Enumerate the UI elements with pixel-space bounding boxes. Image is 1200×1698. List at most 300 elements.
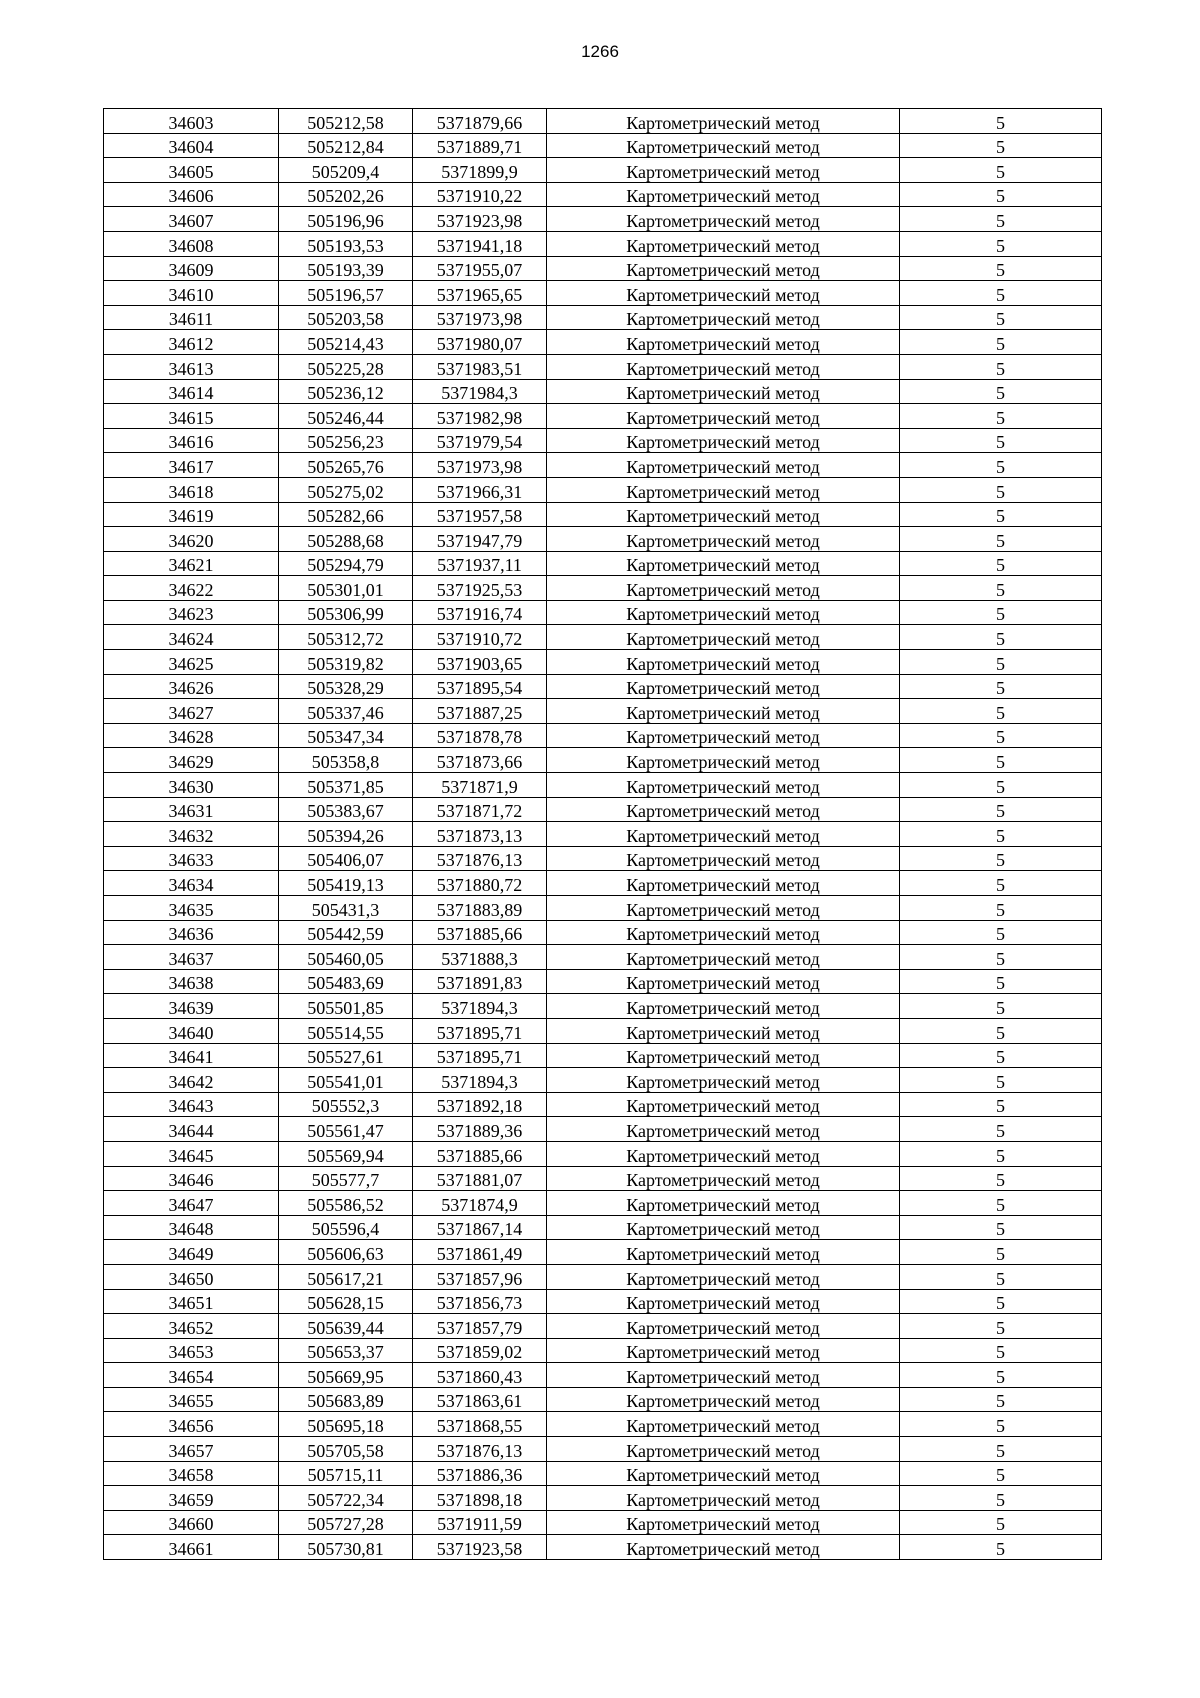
y-coordinate-cell: 5371965,65 — [413, 281, 547, 306]
y-coordinate-cell: 5371889,71 — [413, 133, 547, 158]
x-coordinate-cell: 505212,84 — [279, 133, 413, 158]
y-coordinate-cell: 5371984,3 — [413, 379, 547, 404]
table-row — [104, 723, 1102, 748]
point-number-cell: 34619 — [104, 502, 279, 527]
accuracy-cell: 5 — [900, 1437, 1102, 1462]
method-cell: Картометрический метод — [547, 797, 900, 822]
point-number-cell: 34612 — [104, 330, 279, 355]
table-row — [104, 1240, 1102, 1265]
method-cell: Картометрический метод — [547, 133, 900, 158]
x-coordinate-cell: 505193,53 — [279, 231, 413, 256]
point-number-cell: 34643 — [104, 1092, 279, 1117]
point-number-cell: 34604 — [104, 133, 279, 158]
table-row — [104, 281, 1102, 306]
accuracy-cell: 5 — [900, 969, 1102, 994]
method-cell: Картометрический метод — [547, 1240, 900, 1265]
accuracy-cell: 5 — [900, 207, 1102, 232]
table-row — [104, 231, 1102, 256]
point-number-cell: 34632 — [104, 822, 279, 847]
y-coordinate-cell: 5371903,65 — [413, 650, 547, 675]
y-coordinate-cell: 5371910,72 — [413, 625, 547, 650]
method-cell: Картометрический метод — [547, 305, 900, 330]
point-number-cell: 34640 — [104, 1018, 279, 1043]
table-row — [104, 846, 1102, 871]
method-cell: Картометрический метод — [547, 723, 900, 748]
x-coordinate-cell: 505606,63 — [279, 1240, 413, 1265]
method-cell: Картометрический метод — [547, 896, 900, 921]
accuracy-cell: 5 — [900, 133, 1102, 158]
x-coordinate-cell: 505225,28 — [279, 354, 413, 379]
method-cell: Картометрический метод — [547, 453, 900, 478]
x-coordinate-cell: 505406,07 — [279, 846, 413, 871]
point-number-cell: 34650 — [104, 1264, 279, 1289]
table-row — [104, 1387, 1102, 1412]
method-cell: Картометрический метод — [547, 994, 900, 1019]
y-coordinate-cell: 5371876,13 — [413, 1437, 547, 1462]
point-number-cell: 34610 — [104, 281, 279, 306]
method-cell: Картометрический метод — [547, 551, 900, 576]
point-number-cell: 34621 — [104, 551, 279, 576]
point-number-cell: 34623 — [104, 600, 279, 625]
accuracy-cell: 5 — [900, 1363, 1102, 1388]
accuracy-cell: 5 — [900, 650, 1102, 675]
x-coordinate-cell: 505312,72 — [279, 625, 413, 650]
accuracy-cell: 5 — [900, 1412, 1102, 1437]
table-row — [104, 1117, 1102, 1142]
table-row — [104, 1486, 1102, 1511]
point-number-cell: 34624 — [104, 625, 279, 650]
point-number-cell: 34661 — [104, 1535, 279, 1560]
y-coordinate-cell: 5371874,9 — [413, 1191, 547, 1216]
y-coordinate-cell: 5371891,83 — [413, 969, 547, 994]
y-coordinate-cell: 5371873,13 — [413, 822, 547, 847]
method-cell: Картометрический метод — [547, 207, 900, 232]
accuracy-cell: 5 — [900, 182, 1102, 207]
y-coordinate-cell: 5371880,72 — [413, 871, 547, 896]
x-coordinate-cell: 505358,8 — [279, 748, 413, 773]
x-coordinate-cell: 505541,01 — [279, 1068, 413, 1093]
x-coordinate-cell: 505501,85 — [279, 994, 413, 1019]
method-cell: Картометрический метод — [547, 354, 900, 379]
y-coordinate-cell: 5371983,51 — [413, 354, 547, 379]
accuracy-cell: 5 — [900, 1486, 1102, 1511]
table-row — [104, 477, 1102, 502]
y-coordinate-cell: 5371879,66 — [413, 109, 547, 134]
y-coordinate-cell: 5371898,18 — [413, 1486, 547, 1511]
x-coordinate-cell: 505256,23 — [279, 428, 413, 453]
table-row — [104, 1289, 1102, 1314]
x-coordinate-cell: 505394,26 — [279, 822, 413, 847]
coordinates-table-body — [104, 109, 1102, 1560]
x-coordinate-cell: 505577,7 — [279, 1166, 413, 1191]
y-coordinate-cell: 5371892,18 — [413, 1092, 547, 1117]
y-coordinate-cell: 5371955,07 — [413, 256, 547, 281]
point-number-cell: 34607 — [104, 207, 279, 232]
x-coordinate-cell: 505319,82 — [279, 650, 413, 675]
table-row — [104, 822, 1102, 847]
table-row — [104, 797, 1102, 822]
method-cell: Картометрический метод — [547, 527, 900, 552]
table-row — [104, 428, 1102, 453]
point-number-cell: 34658 — [104, 1461, 279, 1486]
accuracy-cell: 5 — [900, 551, 1102, 576]
y-coordinate-cell: 5371895,71 — [413, 1018, 547, 1043]
point-number-cell: 34639 — [104, 994, 279, 1019]
y-coordinate-cell: 5371895,71 — [413, 1043, 547, 1068]
y-coordinate-cell: 5371980,07 — [413, 330, 547, 355]
y-coordinate-cell: 5371973,98 — [413, 305, 547, 330]
x-coordinate-cell: 505419,13 — [279, 871, 413, 896]
point-number-cell: 34641 — [104, 1043, 279, 1068]
accuracy-cell: 5 — [900, 1092, 1102, 1117]
table-row — [104, 133, 1102, 158]
method-cell: Картометрический метод — [547, 1387, 900, 1412]
point-number-cell: 34654 — [104, 1363, 279, 1388]
accuracy-cell: 5 — [900, 477, 1102, 502]
x-coordinate-cell: 505514,55 — [279, 1018, 413, 1043]
x-coordinate-cell: 505460,05 — [279, 945, 413, 970]
accuracy-cell: 5 — [900, 453, 1102, 478]
y-coordinate-cell: 5371923,58 — [413, 1535, 547, 1560]
point-number-cell: 34644 — [104, 1117, 279, 1142]
method-cell: Картометрический метод — [547, 256, 900, 281]
table-row — [104, 896, 1102, 921]
table-row — [104, 109, 1102, 134]
accuracy-cell: 5 — [900, 109, 1102, 134]
table-row — [104, 256, 1102, 281]
y-coordinate-cell: 5371885,66 — [413, 920, 547, 945]
point-number-cell: 34655 — [104, 1387, 279, 1412]
method-cell: Картометрический метод — [547, 1289, 900, 1314]
x-coordinate-cell: 505275,02 — [279, 477, 413, 502]
table-row — [104, 182, 1102, 207]
y-coordinate-cell: 5371863,61 — [413, 1387, 547, 1412]
table-row — [104, 1363, 1102, 1388]
point-number-cell: 34609 — [104, 256, 279, 281]
y-coordinate-cell: 5371925,53 — [413, 576, 547, 601]
point-number-cell: 34634 — [104, 871, 279, 896]
accuracy-cell: 5 — [900, 748, 1102, 773]
x-coordinate-cell: 505301,01 — [279, 576, 413, 601]
y-coordinate-cell: 5371937,11 — [413, 551, 547, 576]
y-coordinate-cell: 5371910,22 — [413, 182, 547, 207]
point-number-cell: 34617 — [104, 453, 279, 478]
point-number-cell: 34652 — [104, 1314, 279, 1339]
point-number-cell: 34648 — [104, 1215, 279, 1240]
accuracy-cell: 5 — [900, 502, 1102, 527]
point-number-cell: 34611 — [104, 305, 279, 330]
x-coordinate-cell: 505596,4 — [279, 1215, 413, 1240]
method-cell: Картометрический метод — [547, 477, 900, 502]
accuracy-cell: 5 — [900, 723, 1102, 748]
y-coordinate-cell: 5371887,25 — [413, 699, 547, 724]
method-cell: Картометрический метод — [547, 625, 900, 650]
point-number-cell: 34642 — [104, 1068, 279, 1093]
table-row — [104, 1510, 1102, 1535]
method-cell: Картометрический метод — [547, 969, 900, 994]
method-cell: Картометрический метод — [547, 1018, 900, 1043]
y-coordinate-cell: 5371979,54 — [413, 428, 547, 453]
coordinates-table — [103, 108, 1102, 1560]
x-coordinate-cell: 505347,34 — [279, 723, 413, 748]
table-row — [104, 354, 1102, 379]
accuracy-cell: 5 — [900, 1510, 1102, 1535]
table-row — [104, 1018, 1102, 1043]
accuracy-cell: 5 — [900, 527, 1102, 552]
y-coordinate-cell: 5371881,07 — [413, 1166, 547, 1191]
table-row — [104, 305, 1102, 330]
point-number-cell: 34608 — [104, 231, 279, 256]
accuracy-cell: 5 — [900, 1461, 1102, 1486]
method-cell: Картометрический метод — [547, 1363, 900, 1388]
accuracy-cell: 5 — [900, 822, 1102, 847]
method-cell: Картометрический метод — [547, 600, 900, 625]
table-row — [104, 1264, 1102, 1289]
point-number-cell: 34625 — [104, 650, 279, 675]
accuracy-cell: 5 — [900, 330, 1102, 355]
table-row — [104, 1535, 1102, 1560]
method-cell: Картометрический метод — [547, 158, 900, 183]
y-coordinate-cell: 5371957,58 — [413, 502, 547, 527]
method-cell: Картометрический метод — [547, 231, 900, 256]
y-coordinate-cell: 5371886,36 — [413, 1461, 547, 1486]
x-coordinate-cell: 505683,89 — [279, 1387, 413, 1412]
table-row — [104, 453, 1102, 478]
method-cell: Картометрический метод — [547, 1264, 900, 1289]
accuracy-cell: 5 — [900, 1043, 1102, 1068]
table-row — [104, 527, 1102, 552]
x-coordinate-cell: 505730,81 — [279, 1535, 413, 1560]
x-coordinate-cell: 505337,46 — [279, 699, 413, 724]
method-cell: Картометрический метод — [547, 650, 900, 675]
point-number-cell: 34616 — [104, 428, 279, 453]
method-cell: Картометрический метод — [547, 330, 900, 355]
accuracy-cell: 5 — [900, 1215, 1102, 1240]
x-coordinate-cell: 505722,34 — [279, 1486, 413, 1511]
x-coordinate-cell: 505695,18 — [279, 1412, 413, 1437]
accuracy-cell: 5 — [900, 797, 1102, 822]
table-row — [104, 748, 1102, 773]
method-cell: Картометрический метод — [547, 1535, 900, 1560]
y-coordinate-cell: 5371868,55 — [413, 1412, 547, 1437]
table-row — [104, 207, 1102, 232]
method-cell: Картометрический метод — [547, 846, 900, 871]
table-row — [104, 625, 1102, 650]
accuracy-cell: 5 — [900, 1141, 1102, 1166]
table-row — [104, 600, 1102, 625]
accuracy-cell: 5 — [900, 625, 1102, 650]
method-cell: Картометрический метод — [547, 404, 900, 429]
point-number-cell: 34636 — [104, 920, 279, 945]
accuracy-cell: 5 — [900, 1264, 1102, 1289]
table-row — [104, 576, 1102, 601]
table-row — [104, 650, 1102, 675]
y-coordinate-cell: 5371923,98 — [413, 207, 547, 232]
table-row — [104, 945, 1102, 970]
x-coordinate-cell: 505371,85 — [279, 773, 413, 798]
method-cell: Картометрический метод — [547, 1461, 900, 1486]
x-coordinate-cell: 505265,76 — [279, 453, 413, 478]
method-cell: Картометрический метод — [547, 1314, 900, 1339]
point-number-cell: 34656 — [104, 1412, 279, 1437]
x-coordinate-cell: 505483,69 — [279, 969, 413, 994]
table-row — [104, 1141, 1102, 1166]
x-coordinate-cell: 505202,26 — [279, 182, 413, 207]
accuracy-cell: 5 — [900, 773, 1102, 798]
method-cell: Картометрический метод — [547, 1215, 900, 1240]
accuracy-cell: 5 — [900, 428, 1102, 453]
table-row — [104, 1412, 1102, 1437]
point-number-cell: 34635 — [104, 896, 279, 921]
accuracy-cell: 5 — [900, 600, 1102, 625]
point-number-cell: 34629 — [104, 748, 279, 773]
y-coordinate-cell: 5371861,49 — [413, 1240, 547, 1265]
accuracy-cell: 5 — [900, 1535, 1102, 1560]
method-cell: Картометрический метод — [547, 1117, 900, 1142]
point-number-cell: 34630 — [104, 773, 279, 798]
accuracy-cell: 5 — [900, 699, 1102, 724]
x-coordinate-cell: 505193,39 — [279, 256, 413, 281]
point-number-cell: 34651 — [104, 1289, 279, 1314]
method-cell: Картометрический метод — [547, 182, 900, 207]
method-cell: Картометрический метод — [547, 379, 900, 404]
y-coordinate-cell: 5371895,54 — [413, 674, 547, 699]
table-row — [104, 551, 1102, 576]
point-number-cell: 34613 — [104, 354, 279, 379]
point-number-cell: 34614 — [104, 379, 279, 404]
accuracy-cell: 5 — [900, 1166, 1102, 1191]
accuracy-cell: 5 — [900, 1314, 1102, 1339]
x-coordinate-cell: 505586,52 — [279, 1191, 413, 1216]
x-coordinate-cell: 505236,12 — [279, 379, 413, 404]
point-number-cell: 34647 — [104, 1191, 279, 1216]
y-coordinate-cell: 5371857,79 — [413, 1314, 547, 1339]
method-cell: Картометрический метод — [547, 822, 900, 847]
accuracy-cell: 5 — [900, 945, 1102, 970]
y-coordinate-cell: 5371878,78 — [413, 723, 547, 748]
x-coordinate-cell: 505214,43 — [279, 330, 413, 355]
accuracy-cell: 5 — [900, 379, 1102, 404]
y-coordinate-cell: 5371867,14 — [413, 1215, 547, 1240]
y-coordinate-cell: 5371871,72 — [413, 797, 547, 822]
table-row — [104, 1314, 1102, 1339]
accuracy-cell: 5 — [900, 1240, 1102, 1265]
table-row — [104, 1215, 1102, 1240]
table-row — [104, 1437, 1102, 1462]
accuracy-cell: 5 — [900, 1018, 1102, 1043]
x-coordinate-cell: 505306,99 — [279, 600, 413, 625]
y-coordinate-cell: 5371856,73 — [413, 1289, 547, 1314]
x-coordinate-cell: 505569,94 — [279, 1141, 413, 1166]
point-number-cell: 34659 — [104, 1486, 279, 1511]
method-cell: Картометрический метод — [547, 1437, 900, 1462]
method-cell: Картометрический метод — [547, 920, 900, 945]
x-coordinate-cell: 505669,95 — [279, 1363, 413, 1388]
y-coordinate-cell: 5371947,79 — [413, 527, 547, 552]
table-row — [104, 969, 1102, 994]
accuracy-cell: 5 — [900, 231, 1102, 256]
point-number-cell: 34657 — [104, 1437, 279, 1462]
table-row — [104, 502, 1102, 527]
accuracy-cell: 5 — [900, 871, 1102, 896]
x-coordinate-cell: 505527,61 — [279, 1043, 413, 1068]
table-row — [104, 699, 1102, 724]
x-coordinate-cell: 505328,29 — [279, 674, 413, 699]
accuracy-cell: 5 — [900, 1117, 1102, 1142]
y-coordinate-cell: 5371941,18 — [413, 231, 547, 256]
method-cell: Картометрический метод — [547, 576, 900, 601]
y-coordinate-cell: 5371888,3 — [413, 945, 547, 970]
accuracy-cell: 5 — [900, 1338, 1102, 1363]
x-coordinate-cell: 505212,58 — [279, 109, 413, 134]
table-row — [104, 920, 1102, 945]
method-cell: Картометрический метод — [547, 674, 900, 699]
x-coordinate-cell: 505294,79 — [279, 551, 413, 576]
y-coordinate-cell: 5371973,98 — [413, 453, 547, 478]
x-coordinate-cell: 505442,59 — [279, 920, 413, 945]
y-coordinate-cell: 5371894,3 — [413, 1068, 547, 1093]
x-coordinate-cell: 505653,37 — [279, 1338, 413, 1363]
method-cell: Картометрический метод — [547, 281, 900, 306]
accuracy-cell: 5 — [900, 920, 1102, 945]
table-row — [104, 379, 1102, 404]
y-coordinate-cell: 5371860,43 — [413, 1363, 547, 1388]
y-coordinate-cell: 5371857,96 — [413, 1264, 547, 1289]
x-coordinate-cell: 505383,67 — [279, 797, 413, 822]
point-number-cell: 34660 — [104, 1510, 279, 1535]
x-coordinate-cell: 505246,44 — [279, 404, 413, 429]
accuracy-cell: 5 — [900, 576, 1102, 601]
method-cell: Картометрический метод — [547, 109, 900, 134]
method-cell: Картометрический метод — [547, 945, 900, 970]
table-row — [104, 871, 1102, 896]
method-cell: Картометрический метод — [547, 748, 900, 773]
point-number-cell: 34603 — [104, 109, 279, 134]
y-coordinate-cell: 5371889,36 — [413, 1117, 547, 1142]
x-coordinate-cell: 505209,4 — [279, 158, 413, 183]
table-row — [104, 994, 1102, 1019]
accuracy-cell: 5 — [900, 1068, 1102, 1093]
y-coordinate-cell: 5371911,59 — [413, 1510, 547, 1535]
x-coordinate-cell: 505196,96 — [279, 207, 413, 232]
point-number-cell: 34628 — [104, 723, 279, 748]
x-coordinate-cell: 505639,44 — [279, 1314, 413, 1339]
method-cell: Картометрический метод — [547, 1043, 900, 1068]
x-coordinate-cell: 505561,47 — [279, 1117, 413, 1142]
table-row — [104, 1043, 1102, 1068]
table-row — [104, 674, 1102, 699]
x-coordinate-cell: 505288,68 — [279, 527, 413, 552]
point-number-cell: 34649 — [104, 1240, 279, 1265]
accuracy-cell: 5 — [900, 281, 1102, 306]
table-row — [104, 1166, 1102, 1191]
point-number-cell: 34620 — [104, 527, 279, 552]
x-coordinate-cell: 505715,11 — [279, 1461, 413, 1486]
y-coordinate-cell: 5371883,89 — [413, 896, 547, 921]
point-number-cell: 34645 — [104, 1141, 279, 1166]
y-coordinate-cell: 5371966,31 — [413, 477, 547, 502]
table-row — [104, 158, 1102, 183]
table-row — [104, 1068, 1102, 1093]
method-cell: Картометрический метод — [547, 1092, 900, 1117]
table-row — [104, 1191, 1102, 1216]
x-coordinate-cell: 505552,3 — [279, 1092, 413, 1117]
table-row — [104, 1092, 1102, 1117]
method-cell: Картометрический метод — [547, 1510, 900, 1535]
method-cell: Картометрический метод — [547, 1166, 900, 1191]
x-coordinate-cell: 505431,3 — [279, 896, 413, 921]
method-cell: Картометрический метод — [547, 1412, 900, 1437]
